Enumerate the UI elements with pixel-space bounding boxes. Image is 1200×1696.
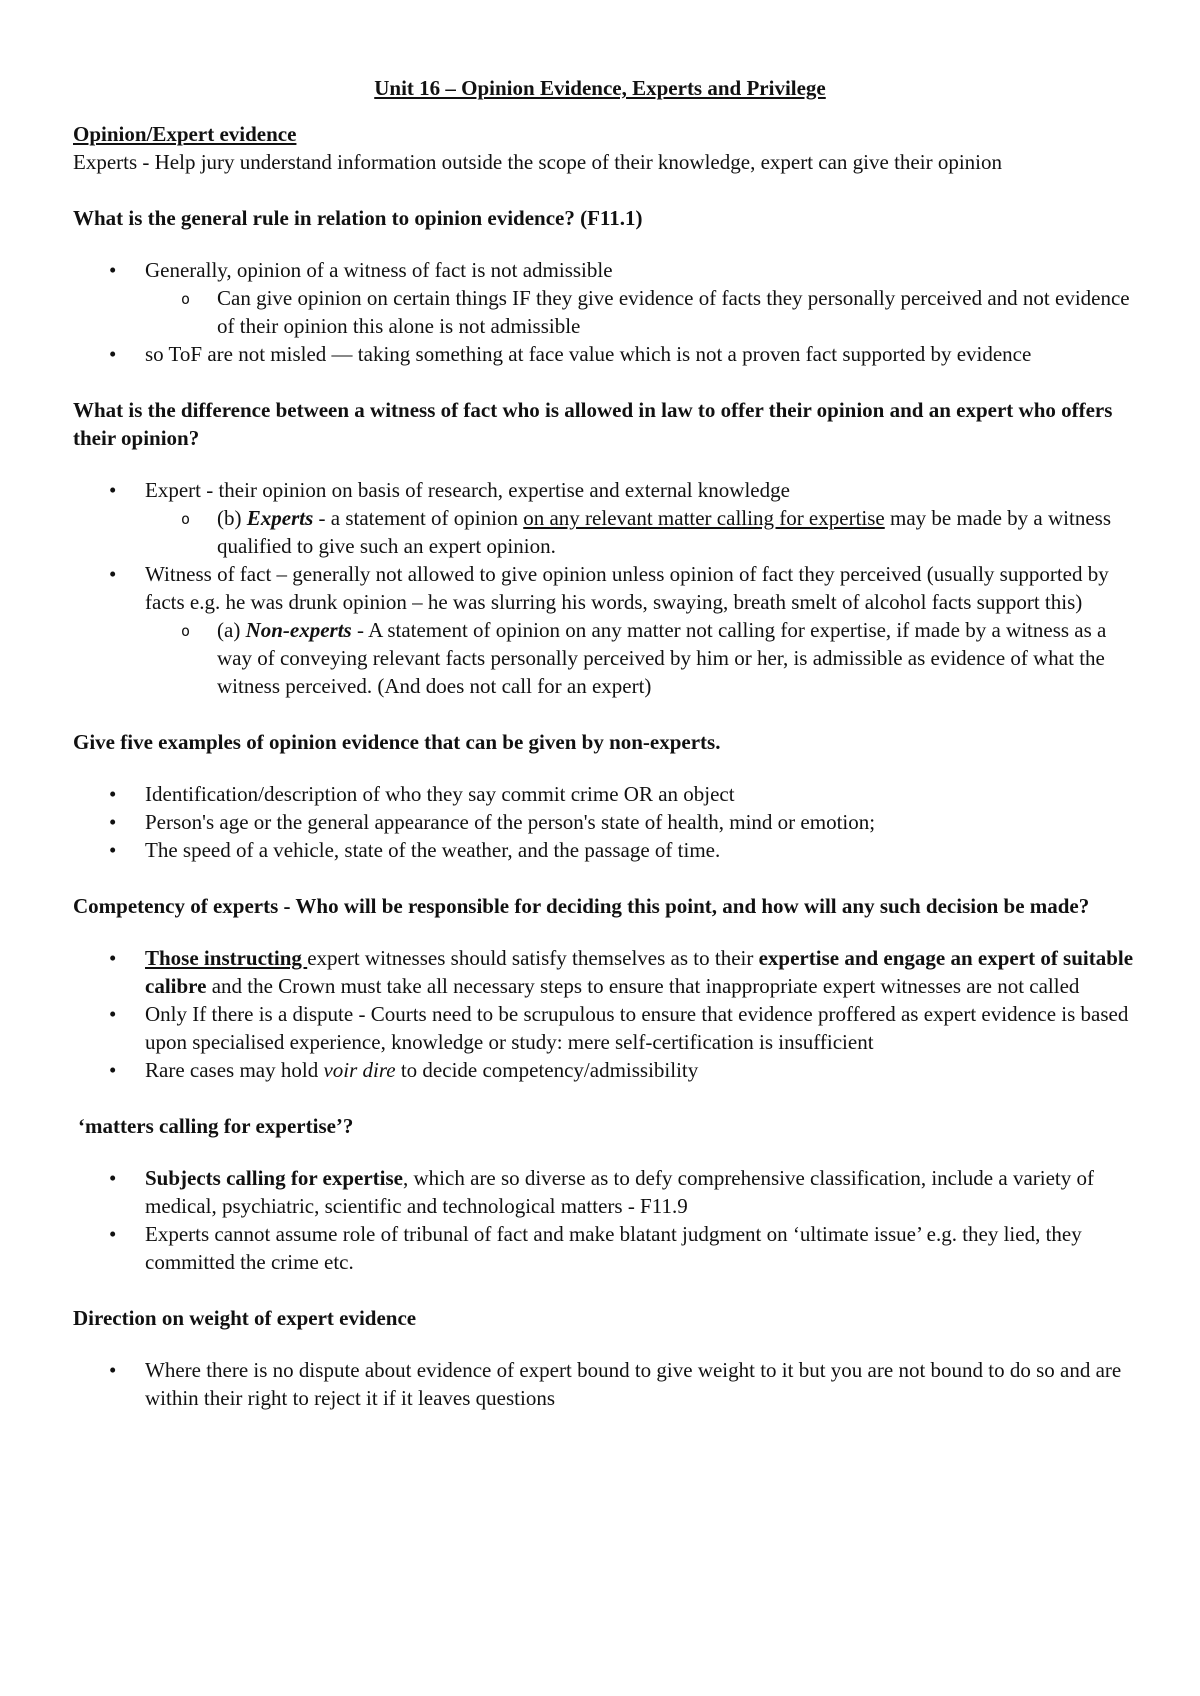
sub-list (145, 616, 1143, 700)
underlined-bold-phrase: Those instructing (145, 946, 308, 970)
bullet-list-examples (73, 780, 1143, 864)
question-five-examples: Give five examples of opinion evidence that can be given by non-experts. (73, 730, 721, 754)
italic-phrase: voir dire (323, 1058, 396, 1082)
question-weight-expert-evidence: Direction on weight of expert evidence (73, 1306, 417, 1330)
bullet-list-competency (73, 944, 1143, 1084)
page-title: Unit 16 – Opinion Evidence, Experts and Privilege (374, 76, 826, 100)
bold-phrase: Subjects calling for expertise (145, 1166, 403, 1190)
bold-phrase: expertise and engage an expert of suitable calibre (145, 946, 1134, 998)
question-witness-vs-expert: What is the difference between a witness of fact who is allowed in law to offer their opinion and an expert who offers their opinion? (73, 398, 1113, 450)
list-item (73, 1056, 1143, 1084)
list-item (73, 1164, 1143, 1220)
bullet-text: and the Crown must take all necessary steps to ensure that inappropriate expert witnesses are not called (206, 974, 1080, 998)
document-body (73, 120, 1143, 1412)
bullet-list-general-rule (73, 256, 1143, 368)
section-text-experts: Experts - Help jury understand information outside the scope of their knowledge, expert can give their opinion (73, 150, 1002, 174)
bullet-text: Witness of fact – generally not allowed to give opinion unless opinion of fact they perceived (usually supported by facts e.g. he was drunk opinion – he was slurring his words, swaying, breath smelt of alcohol facts support this) (145, 562, 1109, 614)
bullet-text: Rare cases may hold (145, 1058, 324, 1082)
bullet-list-matters-expertise (73, 1164, 1143, 1276)
question-general-rule: What is the general rule in relation to opinion evidence? (F11.1) (73, 206, 643, 230)
sub-list-item: o Can give opinion on certain things IF they give evidence of facts they personally perceived and not evidence of their opinion this alone is not admissible (145, 284, 1143, 340)
list-item: • so ToF are not misled — taking something at face value which is not a proven fact supported by evidence (73, 340, 1143, 368)
bullet-text: Expert - their opinion on basis of research, expertise and external knowledge (145, 478, 790, 502)
sub-item-text: - a statement of opinion (313, 506, 524, 530)
sub-list (145, 504, 1143, 560)
bullet-text: expert witnesses should satisfy themselves as to their (307, 946, 759, 970)
term-non-experts: Non-experts (245, 618, 352, 642)
list-item: • Only If there is a dispute - Courts need to be scrupulous to ensure that evidence proffered as expert evidence is based upon specialised experience, knowledge or study: mere self-certification is insufficient (73, 1000, 1143, 1056)
question-matters-expertise: ‘matters calling for expertise’? (78, 1114, 354, 1138)
sub-list (145, 284, 1143, 340)
sub-item-prefix: (a) (217, 618, 246, 642)
section-heading-opinion-expert: Opinion/Expert evidence (73, 122, 297, 146)
list-item (73, 560, 1143, 700)
sub-item-prefix: (b) (217, 506, 247, 530)
bullet-list-weight (73, 1356, 1143, 1412)
term-experts: Experts (246, 506, 314, 530)
underlined-phrase: on any relevant matter calling for expertise (523, 506, 885, 530)
bullet-text: , which are so diverse as to defy comprehensive classification, include a variety of medical, psychiatric, scientific and technological matters - F11.9 (145, 1166, 1095, 1218)
list-item (73, 944, 1143, 1000)
question-competency: Competency of experts - Who will be responsible for deciding this point, and how will any such decision be made? (73, 894, 1090, 918)
bullet-list-witness-vs-expert (73, 476, 1143, 700)
list-item: • Experts cannot assume role of tribunal of fact and make blatant judgment on ‘ultimate issue’ e.g. they lied, they committed the crime etc. (73, 1220, 1143, 1276)
bullet-text: Generally, opinion of a witness of fact is not admissible (145, 258, 613, 282)
list-item: • The speed of a vehicle, state of the weather, and the passage of time. (73, 836, 1143, 864)
sub-item-text: - A statement of opinion on any matter not calling for expertise, if made by a witness as a way of conveying relevant facts personally perceived by him or her, is admissible as evidence of what the witness perceived. (And does not call for an expert) (217, 618, 1107, 698)
list-item: • Identification/description of who they say commit crime OR an object (73, 780, 1143, 808)
bullet-text: to decide competency/admissibility (395, 1058, 699, 1082)
sub-item-text: may be made by a witness qualified to give such an expert opinion. (217, 506, 1112, 558)
list-item (73, 476, 1143, 560)
list-item (73, 256, 1143, 340)
list-item: • Where there is no dispute about evidence of expert bound to give weight to it but you are not bound to do so and are within their right to reject it if it leaves questions (73, 1356, 1143, 1412)
sub-list-item (145, 616, 1143, 700)
list-item: • Person's age or the general appearance of the person's state of health, mind or emotion; (73, 808, 1143, 836)
sub-list-item (145, 504, 1143, 560)
